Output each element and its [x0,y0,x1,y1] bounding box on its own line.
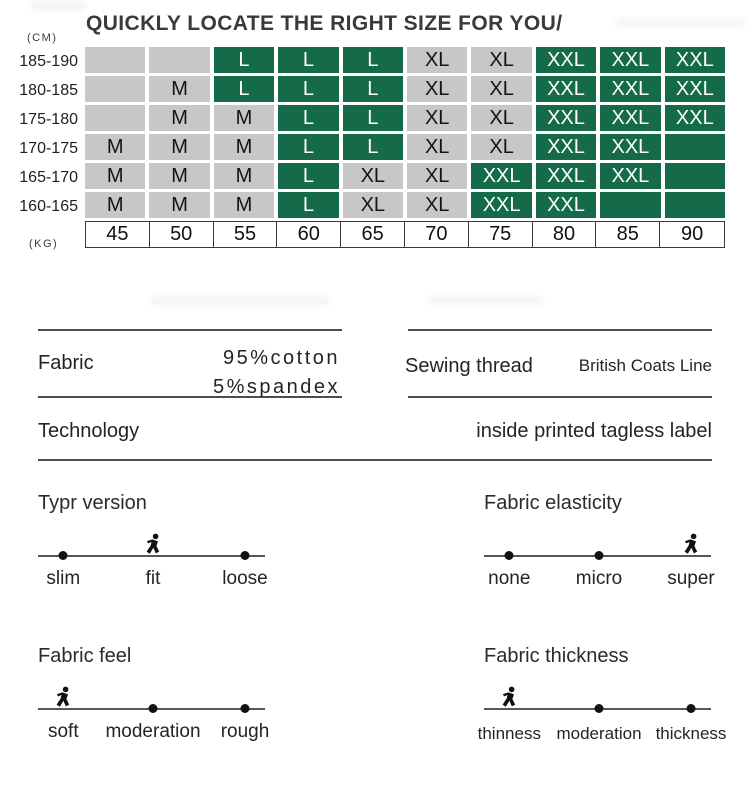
size-cell: XXL [536,105,596,131]
scale-label: slim [46,568,81,589]
watermark-smudge [428,296,543,305]
size-cell: XL [407,163,467,189]
size-cell [665,192,725,218]
scale-type-version [38,492,268,607]
scale-label: none [488,568,531,589]
technology-label: Technology [38,420,140,442]
divider-line [38,459,712,461]
height-range-label: 165-170 [19,169,78,186]
weight-cell: 55 [214,222,278,247]
size-cell: M [149,76,209,102]
scale-dot [241,704,250,713]
scale-label: fit [145,568,161,589]
size-cell: XL [407,134,467,160]
scale-title: Fabric elasticity [484,492,622,514]
scale-fabric-feel [38,645,268,760]
unit-cm-label: (CM) [27,32,58,44]
sewing-thread-value: British Coats Line [578,356,712,375]
size-cell: L [278,134,338,160]
height-range-label: 185-190 [19,53,78,70]
size-cell: M [149,163,209,189]
scale-title: Fabric feel [38,645,132,667]
weight-cell: 60 [277,222,341,247]
weight-cell: 75 [469,222,533,247]
page-title: QUICKLY LOCATE THE RIGHT SIZE FOR YOU/ [86,12,563,35]
fabric-label: Fabric [38,352,94,374]
runner-icon [144,533,162,556]
divider-line [408,329,712,331]
scale-title: Fabric thickness [484,645,629,667]
fabric-value-line1: 95%cotton [222,347,340,369]
size-cell: L [278,105,338,131]
size-cell: M [149,134,209,160]
size-cell: XXL [665,76,725,102]
size-cell: XL [471,105,531,131]
size-cell: XL [407,76,467,102]
size-cell: M [214,192,274,218]
size-cell: XL [343,163,403,189]
runner-icon [500,686,518,709]
size-cell: L [278,163,338,189]
runner-icon [54,686,72,709]
scale-dot [149,704,158,713]
watermark-smudge [150,296,330,306]
size-cell: XXL [536,76,596,102]
size-cell [665,163,725,189]
size-cell: L [278,192,338,218]
technology-value: inside printed tagless label [476,420,712,442]
weight-cell: 85 [596,222,660,247]
scale-label: thinness [477,724,541,743]
scale-label: thickness [655,724,727,743]
scale-label: super [667,568,715,589]
divider-line [38,329,342,331]
size-cell: M [85,192,145,218]
scale-label: rough [220,721,270,742]
size-cell: M [214,134,274,160]
height-range-label: 160-165 [19,198,78,215]
height-range-label: 180-185 [19,82,78,99]
scale-fabric-thickness [477,645,727,760]
unit-kg-label: (KG) [29,238,59,250]
scale-title: Typr version [38,492,147,514]
size-cell [665,134,725,160]
size-cell: XL [471,76,531,102]
size-cell [85,76,145,102]
size-cell [149,47,209,73]
size-cell: XXL [600,105,660,131]
size-cell: L [278,76,338,102]
size-cell: XL [407,105,467,131]
size-cell: M [85,163,145,189]
size-cell: M [214,105,274,131]
scale-label: soft [47,721,79,742]
size-cell: XXL [600,76,660,102]
size-cell: XXL [600,163,660,189]
size-cell: XXL [471,192,531,218]
scale-dot [59,551,68,560]
size-cell: XL [407,192,467,218]
size-cell [85,105,145,131]
runner-icon [682,533,700,556]
size-cell: XXL [600,134,660,160]
size-cell: M [149,192,209,218]
fabric-value-line2: 5%spandex [212,376,340,398]
watermark-smudge [30,0,86,11]
scale-label: micro [575,568,623,589]
size-cell: L [343,134,403,160]
size-cell [600,192,660,218]
size-cell: XXL [536,192,596,218]
height-range-label: 170-175 [19,140,78,157]
fabric-value [120,344,340,402]
size-cell: XXL [536,134,596,160]
size-cell: XXL [471,163,531,189]
size-cell: XL [471,47,531,73]
size-cell: M [149,105,209,131]
scale-dot [595,704,604,713]
size-cell: L [343,76,403,102]
scale-label: moderation [556,724,642,743]
size-cell: XL [343,192,403,218]
scale-dot [241,551,250,560]
sewing-thread-label: Sewing thread [405,355,533,377]
scale-fabric-elasticity [484,492,714,607]
size-cell: M [214,163,274,189]
size-cell: L [343,105,403,131]
size-cell: XL [407,47,467,73]
divider-line [408,396,712,398]
size-cell [85,47,145,73]
weight-cell: 45 [86,222,150,247]
weight-cell: 70 [405,222,469,247]
size-cell: XL [471,134,531,160]
size-cell: XXL [600,47,660,73]
weight-cell: 90 [680,223,704,245]
size-cell: L [343,47,403,73]
size-cell: L [214,47,274,73]
scale-dot [505,551,514,560]
weight-cell: 50 [150,222,214,247]
weight-cell: 65 [341,222,405,247]
height-range-label: 175-180 [19,111,78,128]
watermark-smudge [615,18,745,27]
size-cell: XXL [665,105,725,131]
height-row-labels [0,47,78,221]
size-cell: XXL [665,47,725,73]
size-cell: L [214,76,274,102]
size-cell: XXL [536,163,596,189]
weight-footer-row [85,221,725,248]
size-cell: XXL [536,47,596,73]
size-cell: L [278,47,338,73]
scale-dot [687,704,696,713]
scale-label: moderation [105,721,201,742]
size-cell: M [85,134,145,160]
scale-label: loose [222,568,268,589]
weight-cell: 80 [533,222,597,247]
scale-dot [595,551,604,560]
size-table-grid [85,47,725,218]
